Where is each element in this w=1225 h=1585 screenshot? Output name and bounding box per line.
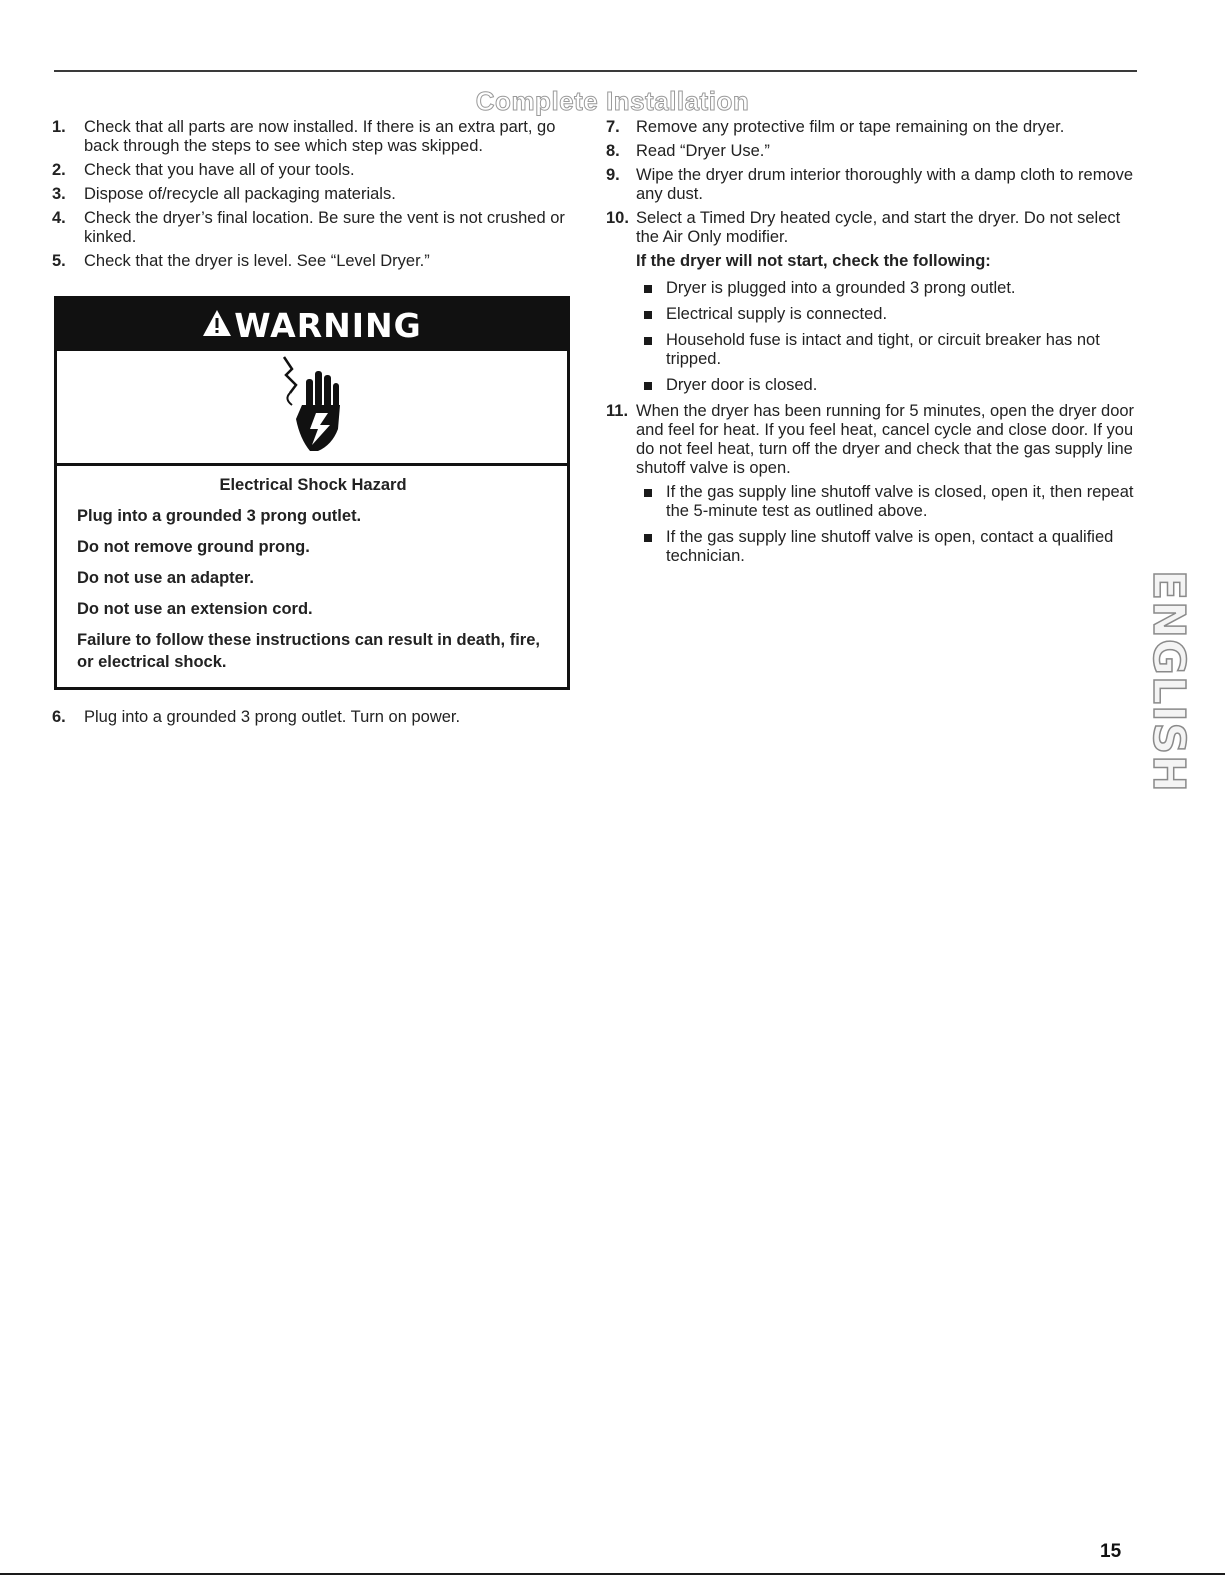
left-column	[52, 118, 572, 276]
step-3	[52, 185, 572, 204]
warning-consequence: Failure to follow these instructions can result in death, fire, or electrical shock.	[77, 631, 540, 671]
square-bullet-icon	[644, 285, 652, 293]
check-bullet	[606, 376, 1138, 395]
warning-line: Do not remove ground prong.	[77, 538, 310, 556]
step-10	[606, 209, 1138, 247]
square-bullet-icon	[644, 382, 652, 390]
step-text: Check that you have all of your tools.	[84, 161, 355, 179]
warning-label: WARNING	[234, 305, 422, 345]
step-text: Plug into a grounded 3 prong outlet. Turn on power.	[84, 708, 461, 726]
step-text: Dispose of/recycle all packaging materials.	[84, 185, 396, 203]
step-text: Check that the dryer is level. See “Level Dryer.”	[84, 252, 430, 270]
bottom-rule	[0, 1573, 1225, 1575]
warning-body	[57, 466, 567, 673]
bullet-text: If the gas supply line shutoff valve is closed, open it, then repeat the 5-minute test as outlined above.	[666, 483, 1134, 520]
bullet-text: Electrical supply is connected.	[666, 305, 888, 323]
step-11-bullet	[606, 528, 1138, 566]
step-number: 6.	[52, 708, 66, 726]
bullet-text: If the gas supply line shutoff valve is open, contact a qualified technician.	[666, 528, 1114, 565]
check-heading: If the dryer will not start, check the following:	[636, 252, 991, 270]
step-11	[606, 402, 1138, 478]
step-2	[52, 161, 572, 180]
square-bullet-icon	[644, 489, 652, 497]
electrical-shock-hand-icon	[57, 351, 567, 466]
bullet-text: Dryer is plugged into a grounded 3 prong outlet.	[666, 279, 1016, 297]
check-bullet	[606, 279, 1138, 298]
bullet-text: Dryer door is closed.	[666, 376, 818, 394]
step-5	[52, 252, 572, 271]
top-rule	[54, 70, 1137, 72]
language-label: ENGLISH	[1142, 569, 1194, 793]
step-text: Wipe the dryer drum interior thoroughly with a damp cloth to remove any dust.	[636, 166, 1134, 203]
step-number: 2.	[52, 161, 66, 179]
warning-line: Plug into a grounded 3 prong outlet.	[77, 507, 362, 525]
step-number: 8.	[606, 142, 620, 160]
right-column	[606, 118, 1138, 573]
warning-triangle-icon	[202, 306, 232, 345]
step-6	[52, 708, 572, 732]
square-bullet-icon	[644, 337, 652, 345]
warning-box	[54, 296, 570, 690]
language-side-tab	[1142, 569, 1194, 793]
step-number: 7.	[606, 118, 620, 136]
step-number: 10.	[606, 209, 629, 227]
step-9	[606, 166, 1138, 204]
step-number: 11.	[606, 402, 629, 420]
hazard-title: Electrical Shock Hazard	[219, 476, 407, 494]
step-11-bullet	[606, 483, 1138, 521]
check-bullet	[606, 305, 1138, 324]
step-number: 9.	[606, 166, 620, 184]
step-7	[606, 118, 1138, 137]
step-4	[52, 209, 572, 247]
step-text: Select a Timed Dry heated cycle, and start the dryer. Do not select the Air Only modifier.	[636, 209, 1121, 246]
warning-line: Do not use an extension cord.	[77, 600, 313, 618]
square-bullet-icon	[644, 534, 652, 542]
step-8	[606, 142, 1138, 161]
square-bullet-icon	[644, 311, 652, 319]
step-text: Check the dryer’s final location. Be sure the vent is not crushed or kinked.	[84, 209, 565, 246]
step-text: Read “Dryer Use.”	[636, 142, 770, 160]
section-title: Complete Installation	[475, 86, 750, 116]
check-bullet	[606, 331, 1138, 369]
step-number: 4.	[52, 209, 66, 227]
step-1	[52, 118, 572, 156]
step-number: 1.	[52, 118, 66, 136]
step-text: When the dryer has been running for 5 minutes, open the dryer door and feel for heat. If you feel heat, cancel cycle and close door. If you do not feel heat, turn off the dryer and check that the gas supply line shutoff valve is open.	[636, 402, 1135, 477]
bullet-text: Household fuse is intact and tight, or circuit breaker has not tripped.	[666, 331, 1100, 368]
step-text: Check that all parts are now installed. If there is an extra part, go back through the steps to see which step was skipped.	[84, 118, 556, 155]
warning-header	[57, 299, 567, 351]
step-number: 5.	[52, 252, 66, 270]
step-text: Remove any protective film or tape remaining on the dryer.	[636, 118, 1065, 136]
warning-line: Do not use an adapter.	[77, 569, 254, 587]
page-number: 15	[1100, 1541, 1122, 1562]
step-number: 3.	[52, 185, 66, 203]
